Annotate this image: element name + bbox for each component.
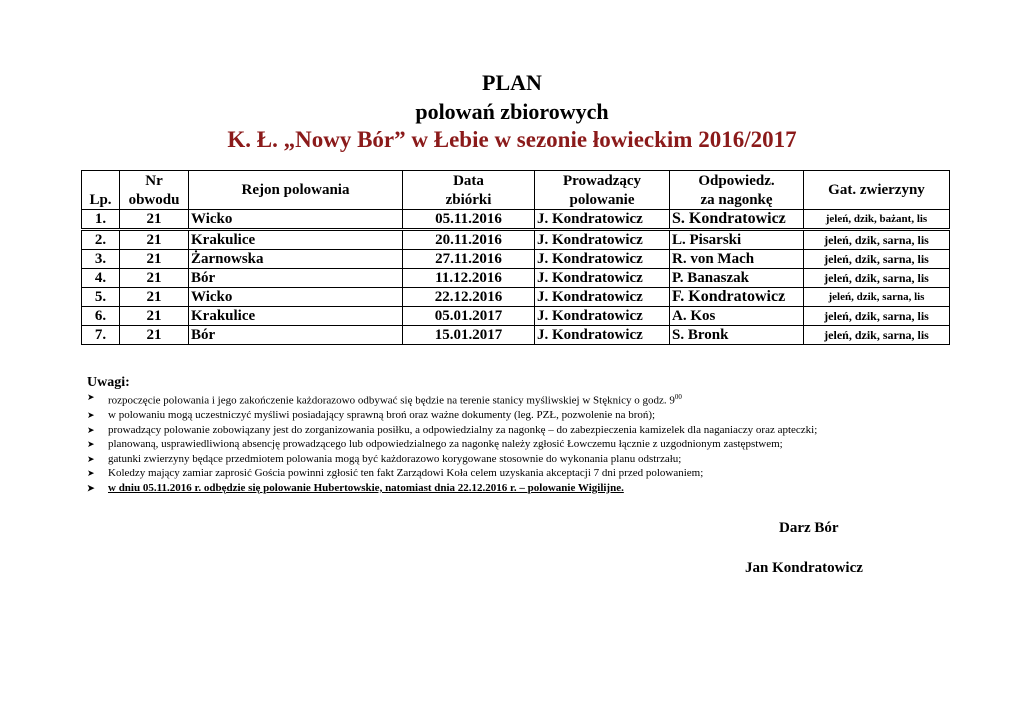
table-row [82, 210, 950, 230]
cell-gatunki: jeleń, dzik, bażant, lis [804, 210, 950, 230]
cell-data: 05.11.2016 [403, 210, 535, 230]
list-item [87, 437, 817, 452]
header-nr-bottom: obwodu [120, 190, 189, 210]
cell-obwod: 21 [120, 250, 189, 269]
signature-greeting: Darz Bór [779, 520, 839, 536]
table-row [82, 230, 950, 250]
cell-obwod: 21 [120, 307, 189, 326]
cell-obwod: 21 [120, 210, 189, 230]
cell-prowadzacy: J. Kondratowicz [535, 288, 670, 307]
cell-gatunki: jeleń, dzik, sarna, lis [804, 269, 950, 288]
cell-data: 27.11.2016 [403, 250, 535, 269]
arrowhead-bullet-icon: ➤ [87, 410, 95, 421]
cell-gatunki: jeleń, dzik, sarna, lis [804, 288, 950, 307]
table-row [82, 307, 950, 326]
cell-obwod: 21 [120, 230, 189, 250]
arrowhead-bullet-icon: ➤ [87, 392, 95, 402]
signature-name: Jan Kondratowicz [745, 560, 863, 576]
note-text: Koledzy mający zamiar zaprosić Gościa powinni zgłosić ten fakt Zarządowi Koła celem uzyskania akceptacji 7 dni przed polowaniem; [108, 467, 704, 480]
table-row [82, 250, 950, 269]
cell-prowadzacy: J. Kondratowicz [535, 230, 670, 250]
cell-odpowiedzialny: A. Kos [670, 307, 804, 326]
title-plan: PLAN [482, 70, 542, 95]
arrowhead-bullet-icon: ➤ [87, 439, 95, 450]
cell-rejon: Krakulice [189, 307, 403, 326]
table-row [82, 269, 950, 288]
arrowhead-bullet-icon: ➤ [87, 453, 95, 464]
cell-rejon: Krakulice [189, 230, 403, 250]
cell-rejon: Żarnowska [189, 250, 403, 269]
cell-prowadzacy: J. Kondratowicz [535, 250, 670, 269]
header-data-bottom: zbiórki [403, 190, 535, 210]
cell-lp: 3. [82, 250, 120, 269]
cell-data: 11.12.2016 [403, 269, 535, 288]
cell-odpowiedzialny: R. von Mach [670, 250, 804, 269]
note-sup: 00 [674, 393, 682, 401]
arrowhead-bullet-icon: ➤ [87, 482, 95, 493]
cell-obwod: 21 [120, 288, 189, 307]
cell-lp: 5. [82, 288, 120, 307]
cell-obwod: 21 [120, 326, 189, 345]
cell-odpowiedzialny: S. Bronk [670, 326, 804, 345]
table-row [82, 326, 950, 345]
arrowhead-bullet-icon: ➤ [87, 424, 95, 435]
cell-data: 20.11.2016 [403, 230, 535, 250]
note-text: rozpoczęcie polowania i jego zakończenie każdorazowo odbywać się będzie na terenie stanicy myśliwskiej w Stęknicy o godz. 9 [108, 394, 675, 407]
list-item [87, 390, 817, 408]
header-lp: Lp. [82, 171, 120, 210]
list-item [87, 452, 817, 467]
header-data-top: Data [403, 171, 535, 191]
notes-title: Uwagi: [87, 375, 130, 390]
notes-list [87, 390, 817, 495]
table-row [82, 288, 950, 307]
cell-prowadzacy: J. Kondratowicz [535, 210, 670, 230]
cell-lp: 7. [82, 326, 120, 345]
note-text: w polowaniu mogą uczestniczyć myśliwi posiadający sprawną broń oraz ważne dokumenty (leg. PZŁ, pozwolenie na broń); [108, 409, 656, 422]
note-text: prowadzący polowanie zobowiązany jest do zorganizowania posiłku, a odpowiedzialny za nagonkę – do zabezpieczenia kamizelek dla naganiaczy oraz apteczki; [108, 423, 818, 436]
cell-lp: 2. [82, 230, 120, 250]
note-text: w dniu 05.11.2016 r. odbędzie się polowanie Hubertowskie, natomiast dnia 22.12.2016 r. – polowanie Wigilijne. [108, 481, 624, 494]
header-rejon: Rejon polowania [189, 171, 403, 210]
list-item [87, 466, 817, 481]
table-header [82, 171, 950, 210]
cell-odpowiedzialny: L. Pisarski [670, 230, 804, 250]
note-text: planowaną, usprawiedliwioną absencję prowadzącego lub odpowiedzialnego za nagonkę należy zgłosić Łowczemu łącznie z uzgodnionym zastępstwem; [108, 438, 783, 451]
cell-data: 05.01.2017 [403, 307, 535, 326]
cell-lp: 4. [82, 269, 120, 288]
list-item [87, 481, 817, 496]
cell-lp: 6. [82, 307, 120, 326]
cell-odpowiedzialny: S. Kondratowicz [670, 210, 804, 230]
cell-odpowiedzialny: P. Banaszak [670, 269, 804, 288]
cell-gatunki: jeleń, dzik, sarna, lis [804, 307, 950, 326]
cell-gatunki: jeleń, dzik, sarna, lis [804, 230, 950, 250]
arrowhead-bullet-icon: ➤ [87, 468, 95, 479]
cell-prowadzacy: J. Kondratowicz [535, 326, 670, 345]
cell-rejon: Bór [189, 326, 403, 345]
hunting-plan-table [81, 170, 950, 345]
list-item [87, 423, 817, 438]
cell-lp: 1. [82, 210, 120, 230]
cell-odpowiedzialny: F. Kondratowicz [670, 288, 804, 307]
cell-gatunki: jeleń, dzik, sarna, lis [804, 250, 950, 269]
subtitle-polowan: polowań zbiorowych [415, 99, 609, 124]
cell-data: 15.01.2017 [403, 326, 535, 345]
header-prowadzacy-bottom: polowanie [535, 190, 670, 210]
cell-rejon: Bór [189, 269, 403, 288]
cell-gatunki: jeleń, dzik, sarna, lis [804, 326, 950, 345]
header-odpowiedz-bottom: za nagonkę [670, 190, 804, 210]
cell-rejon: Wicko [189, 210, 403, 230]
header-prowadzacy-top: Prowadzący [535, 171, 670, 191]
cell-rejon: Wicko [189, 288, 403, 307]
header-gatunki: Gat. zwierzyny [804, 171, 950, 210]
subtitle-club-season: K. Ł. „Nowy Bór” w Łebie w sezonie łowieckim 2016/2017 [227, 127, 797, 152]
cell-data: 22.12.2016 [403, 288, 535, 307]
header-nr-top: Nr [120, 171, 189, 191]
cell-obwod: 21 [120, 269, 189, 288]
list-item [87, 408, 817, 423]
note-text: gatunki zwierzyny będące przedmiotem polowania mogą być każdorazowo korygowane stosownie do wykonania planu odstrzału; [108, 452, 682, 465]
cell-prowadzacy: J. Kondratowicz [535, 307, 670, 326]
cell-prowadzacy: J. Kondratowicz [535, 269, 670, 288]
header-odpowiedz-top: Odpowiedz. [670, 171, 804, 191]
